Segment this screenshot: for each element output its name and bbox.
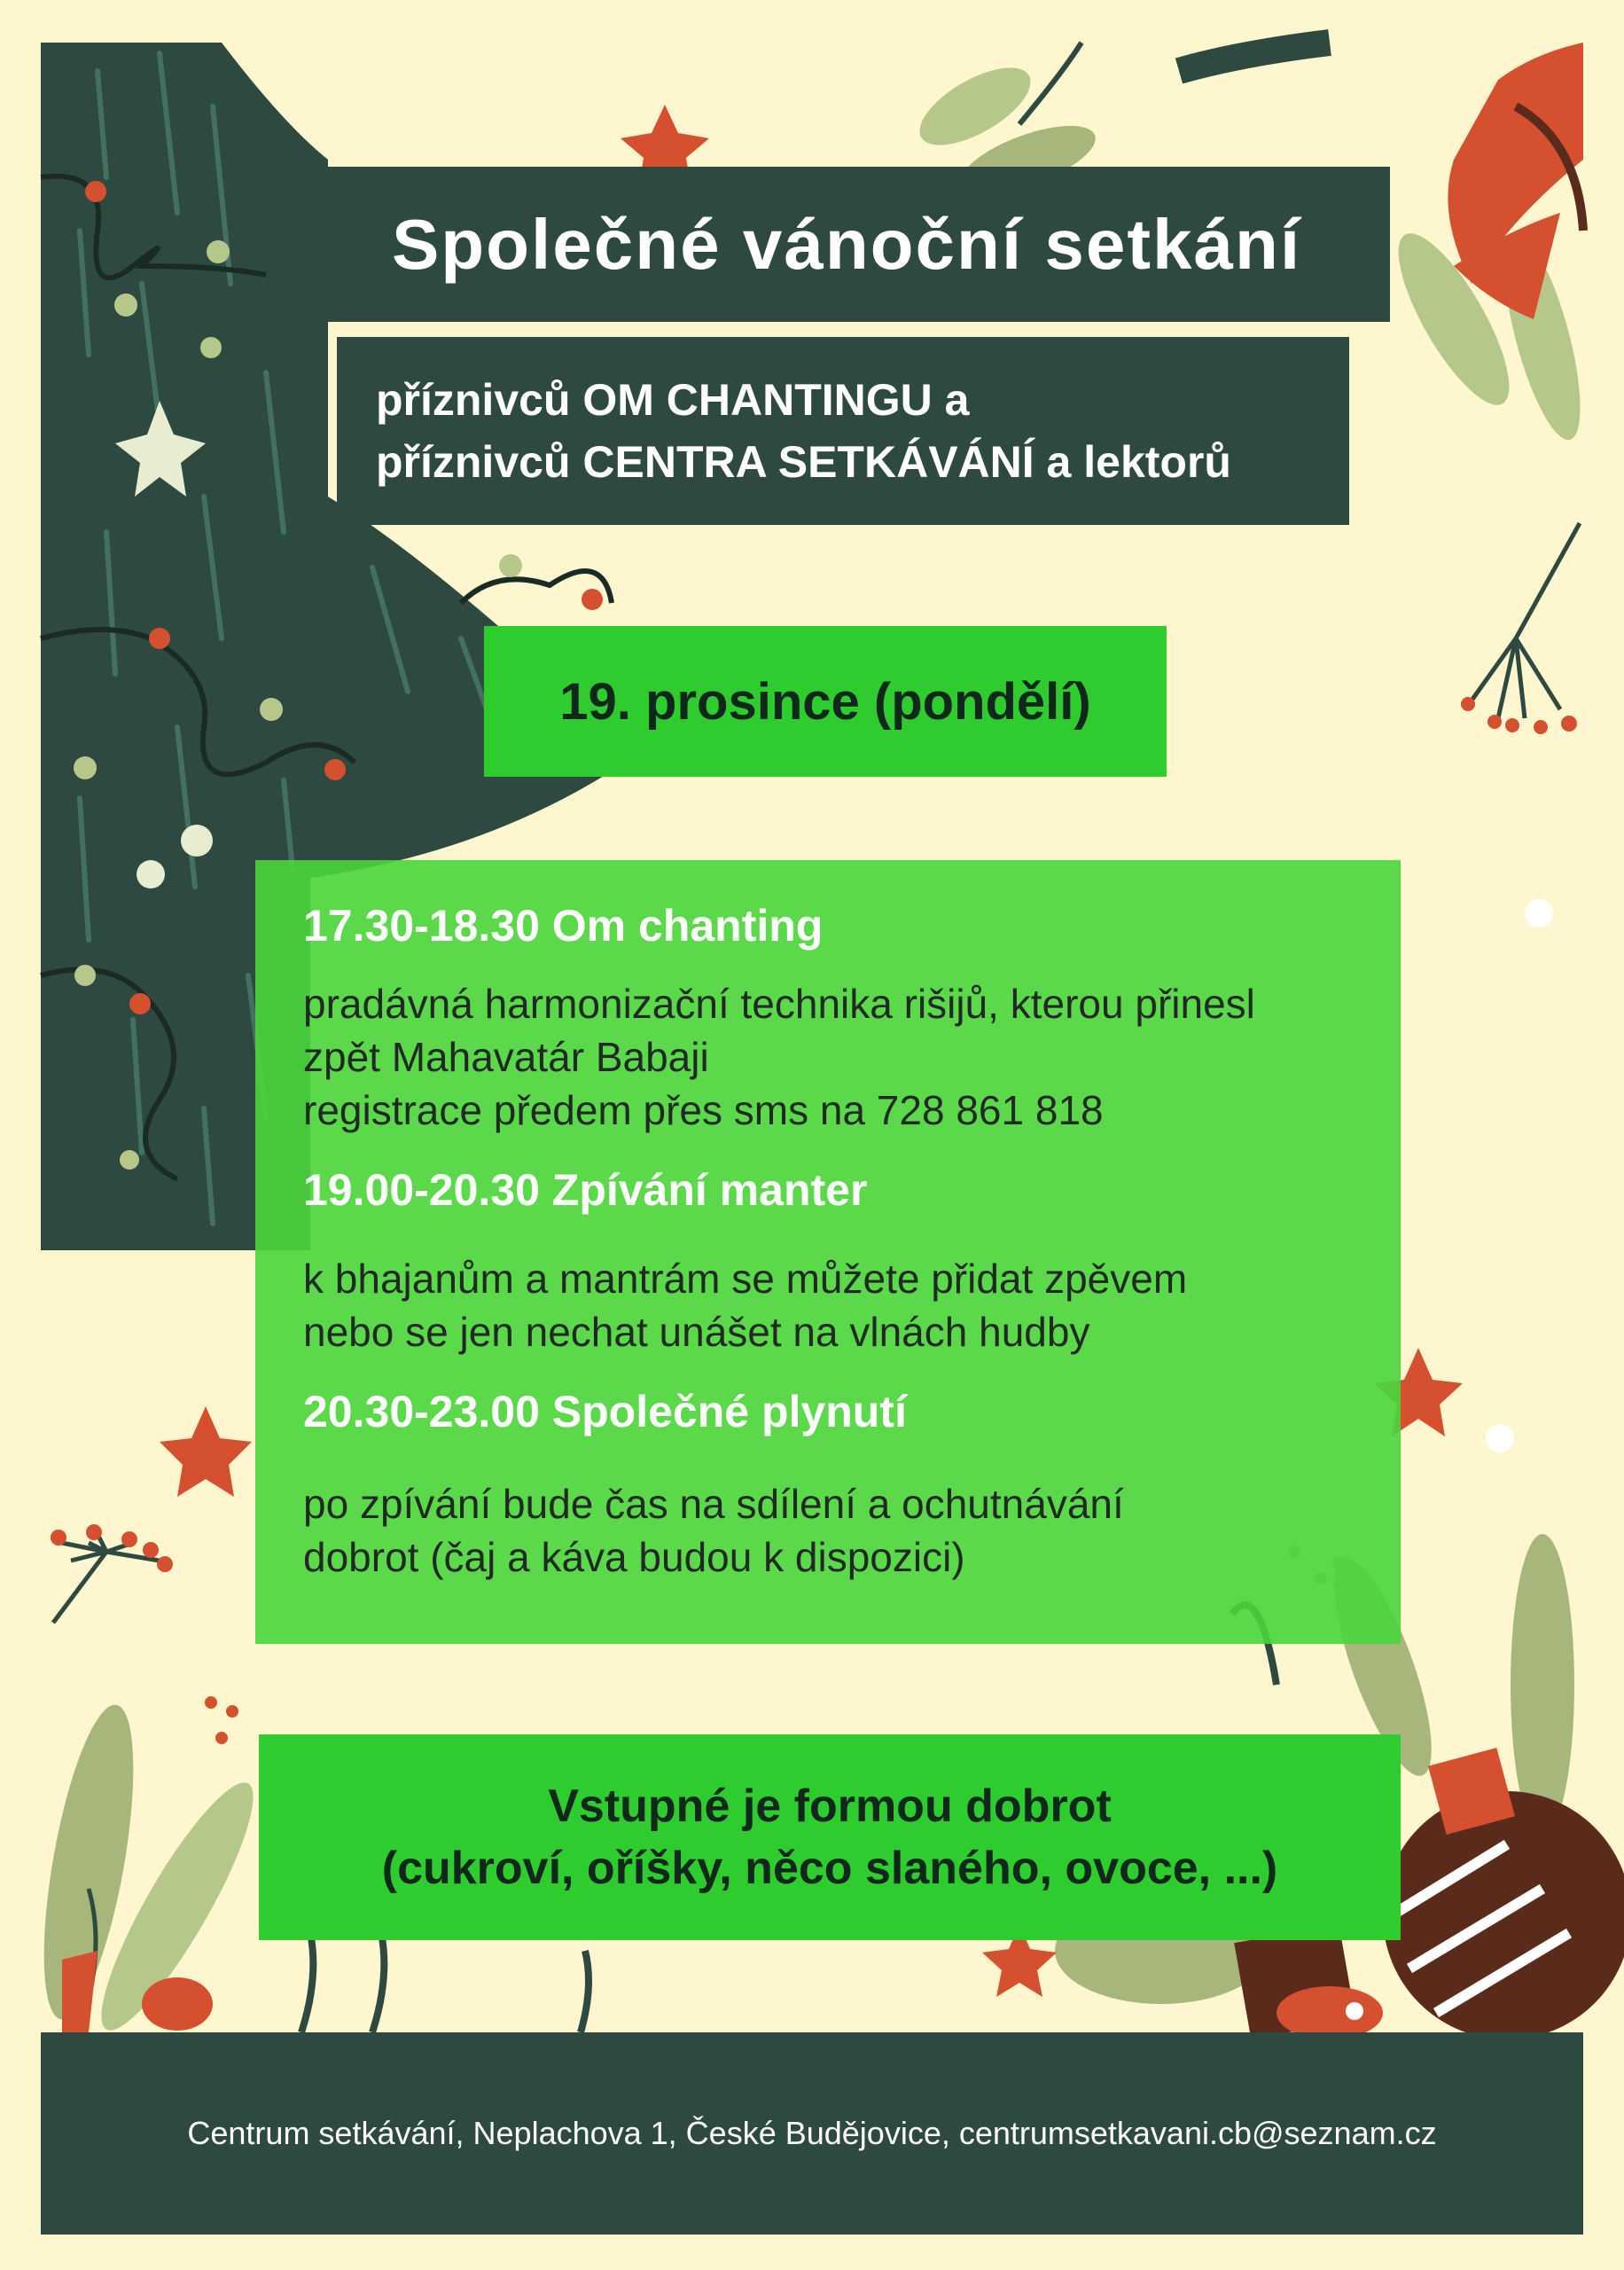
program-description [303, 977, 1401, 1137]
red-star-left [160, 1406, 252, 1497]
description-line: zpět Mahavatár Babaji [303, 1034, 709, 1080]
program-item [303, 1385, 1401, 1584]
subtitle-line-2: příznivců CENTRA SETKÁVÁNÍ a lektorů [376, 437, 1231, 487]
description-line: k bhajanům a mantrám se můžete přidat zpěvem [303, 1256, 1188, 1302]
date-banner [484, 626, 1167, 777]
program-item [303, 1163, 1401, 1358]
program-description [303, 1477, 1401, 1584]
description-line: nebo se jen nechat unášet na vlnách hudby [303, 1309, 1090, 1355]
event-date: 19. prosince (pondělí) [559, 672, 1091, 731]
description-line: po zpívání bude čas na sdílení a ochutnávání [303, 1481, 1124, 1527]
entry-line-2: (cukroví, oříšky, něco slaného, ovoce, ...) [381, 1843, 1278, 1894]
title-banner [303, 167, 1390, 322]
subtitle-banner [337, 337, 1349, 525]
snow-dot [1525, 899, 1553, 928]
subtitle-line-1: příznivců OM CHANTINGU a [376, 375, 970, 425]
description-line: pradávná harmonizační technika rišijů, kterou přinesl [303, 981, 1255, 1027]
footer [41, 2032, 1583, 2235]
program-heading: 17.30-18.30 Om chanting [303, 901, 824, 951]
description-line: registrace předem přes sms na 728 861 818 [303, 1087, 1104, 1133]
berry-sprig-left [51, 1524, 238, 1744]
program-box [255, 860, 1401, 1644]
entry-line-1: Vstupné je formou dobrot [548, 1781, 1112, 1832]
berry-sprig-right [1461, 523, 1580, 734]
program-description [303, 1252, 1401, 1358]
program-item [303, 899, 1401, 1137]
snow-dot [1486, 1424, 1514, 1452]
entry-fee-banner [259, 1734, 1401, 1940]
program-heading: 20.30-23.00 Společné plynutí [303, 1387, 907, 1436]
page-title: Společné vánoční setkání [391, 204, 1302, 284]
footer-contact: Centrum setkávání, Neplachova 1, České Budějovice, centrumsetkavani.cb@seznam.cz [187, 2115, 1437, 2151]
program-heading: 19.00-20.30 Zpívání manter [303, 1165, 868, 1215]
description-line: dobrot (čaj a káva budou k dispozici) [303, 1534, 965, 1580]
